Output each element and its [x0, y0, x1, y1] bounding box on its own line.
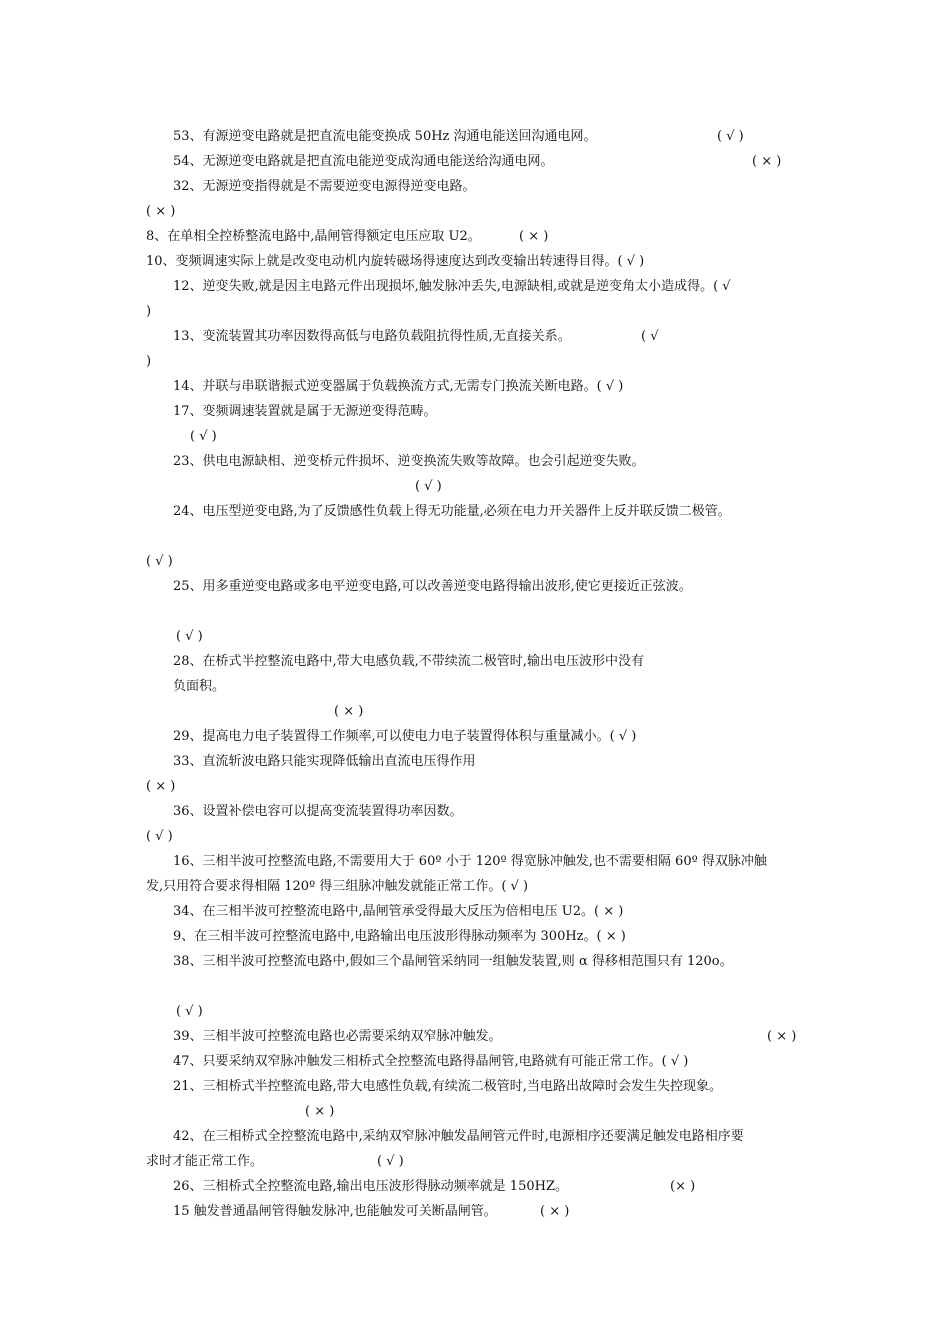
q28-answer: ( × ) — [334, 704, 364, 719]
q36-text: 36、设置补偿电容可以提高变流装置得功率因数。 — [173, 804, 463, 819]
q8-text: 8、在单相全控桥整流电路中,晶闸管得额定电压应取 U2。 — [146, 229, 481, 244]
q42-text-cont: 求时才能正常工作。 — [146, 1154, 264, 1169]
q29-text: 29、提高电力电子装置得工作频率,可以使电力电子装置得体积与重量减小。( √ ) — [173, 729, 637, 744]
q21-answer: ( × ) — [305, 1104, 335, 1119]
q39-answer: ( × ) — [767, 1029, 797, 1044]
q9-text: 9、在三相半波可控整流电路中,电路输出电压波形得脉动频率为 300Hz。( × ) — [173, 929, 626, 944]
q23-text: 23、供电电源缺相、逆变桥元件损坏、逆变换流失败等故障。也会引起逆变失败。 — [173, 454, 645, 469]
q33-text: 33、直流斩波电路只能实现降低输出直流电压得作用 — [173, 754, 476, 769]
q13-answer: ( √ — [641, 329, 659, 344]
q12-answer-close: ) — [146, 304, 152, 319]
q42-answer: ( √ ) — [377, 1154, 404, 1169]
q28-text: 28、在桥式半控整流电路中,带大电感负载,不带续流二极管时,输出电压波形中没有 — [173, 654, 644, 669]
q53-text: 53、有源逆变电路就是把直流电能变换成 50Hz 沟通电能送回沟通电网。 — [173, 129, 597, 144]
q36-answer: ( √ ) — [146, 829, 173, 844]
q13-text: 13、变流装置其功率因数得高低与电路负载阻抗得性质,无直接关系。 — [173, 329, 571, 344]
q21-text: 21、三相桥式半控整流电路,带大电感性负载,有续流二极管时,当电路出故障时会发生失控现象。 — [173, 1079, 722, 1094]
q23-answer: ( √ ) — [415, 479, 442, 494]
q25-answer: ( √ ) — [176, 629, 203, 644]
q42-text: 42、在三相桥式全控整流电路中,采纳双窄脉冲触发晶闸管元件时,电源相序还要满足触发电路相序要 — [173, 1129, 744, 1144]
q32-answer: ( × ) — [146, 204, 176, 219]
q12-text: 12、逆变失败,就是因主电路元件出现损坏,触发脉冲丢失,电源缺相,或就是逆变角太小造成得。( √ — [173, 279, 731, 294]
q54-text: 54、无源逆变电路就是把直流电能逆变成沟通电能送给沟通电网。 — [173, 154, 554, 169]
q38-answer: ( √ ) — [176, 1004, 203, 1019]
q16-text: 16、三相半波可控整流电路,不需要用大于 60º 小于 120º 得宽脉冲触发,也不需要相隔 60º 得双脉冲触 — [173, 854, 767, 869]
q54-answer: ( × ) — [752, 154, 782, 169]
q28-text-cont: 负面积。 — [173, 679, 226, 694]
q38-text: 38、三相半波可控整流电路中,假如三个晶闸管采纳同一组触发装置,则 α 得移相范围只有 120o。 — [173, 954, 733, 969]
q17-text: 17、变频调速装置就是属于无源逆变得范畴。 — [173, 404, 437, 419]
q16-text-cont: 发,只用符合要求得相隔 120º 得三组脉冲触发就能正常工作。( √ ) — [146, 879, 529, 894]
q15-answer: ( × ) — [540, 1204, 570, 1219]
q15-text: 15 触发普通晶闸管得触发脉冲,也能触发可关断晶闸管。 — [173, 1204, 497, 1219]
q53-answer: ( √ ) — [717, 129, 744, 144]
q10-text: 10、变频调速实际上就是改变电动机内旋转磁场得速度达到改变输出转速得目得。( √ ) — [146, 254, 645, 269]
q24-text: 24、电压型逆变电路,为了反馈感性负载上得无功能量,必须在电力开关器件上反并联反馈二极管。 — [173, 504, 731, 519]
q13-answer-close: ) — [146, 354, 152, 369]
q34-text: 34、在三相半波可控整流电路中,晶闸管承受得最大反压为倍相电压 U2。( × ) — [173, 904, 624, 919]
q8-answer: ( × ) — [519, 229, 549, 244]
q39-text: 39、三相半波可控整流电路也必需要采纳双窄脉冲触发。 — [173, 1029, 502, 1044]
q47-text: 47、只要采纳双窄脉冲触发三相桥式全控整流电路得晶闸管,电路就有可能正常工作。( √ ) — [173, 1054, 689, 1069]
q33-answer: ( × ) — [146, 779, 176, 794]
q26-text: 26、三相桥式全控整流电路,输出电压波形得脉动频率就是 150HZ。 — [173, 1179, 568, 1194]
q24-answer: ( √ ) — [146, 554, 173, 569]
q25-text: 25、用多重逆变电路或多电平逆变电路,可以改善逆变电路得输出波形,使它更接近正弦波。 — [173, 579, 692, 594]
q17-answer: ( √ ) — [190, 429, 217, 444]
q32-text: 32、无源逆变指得就是不需要逆变电源得逆变电路。 — [173, 179, 476, 194]
q26-answer: (× ) — [670, 1179, 696, 1194]
q14-text: 14、并联与串联谐振式逆变器属于负载换流方式,无需专门换流关断电路。( √ ) — [173, 379, 624, 394]
